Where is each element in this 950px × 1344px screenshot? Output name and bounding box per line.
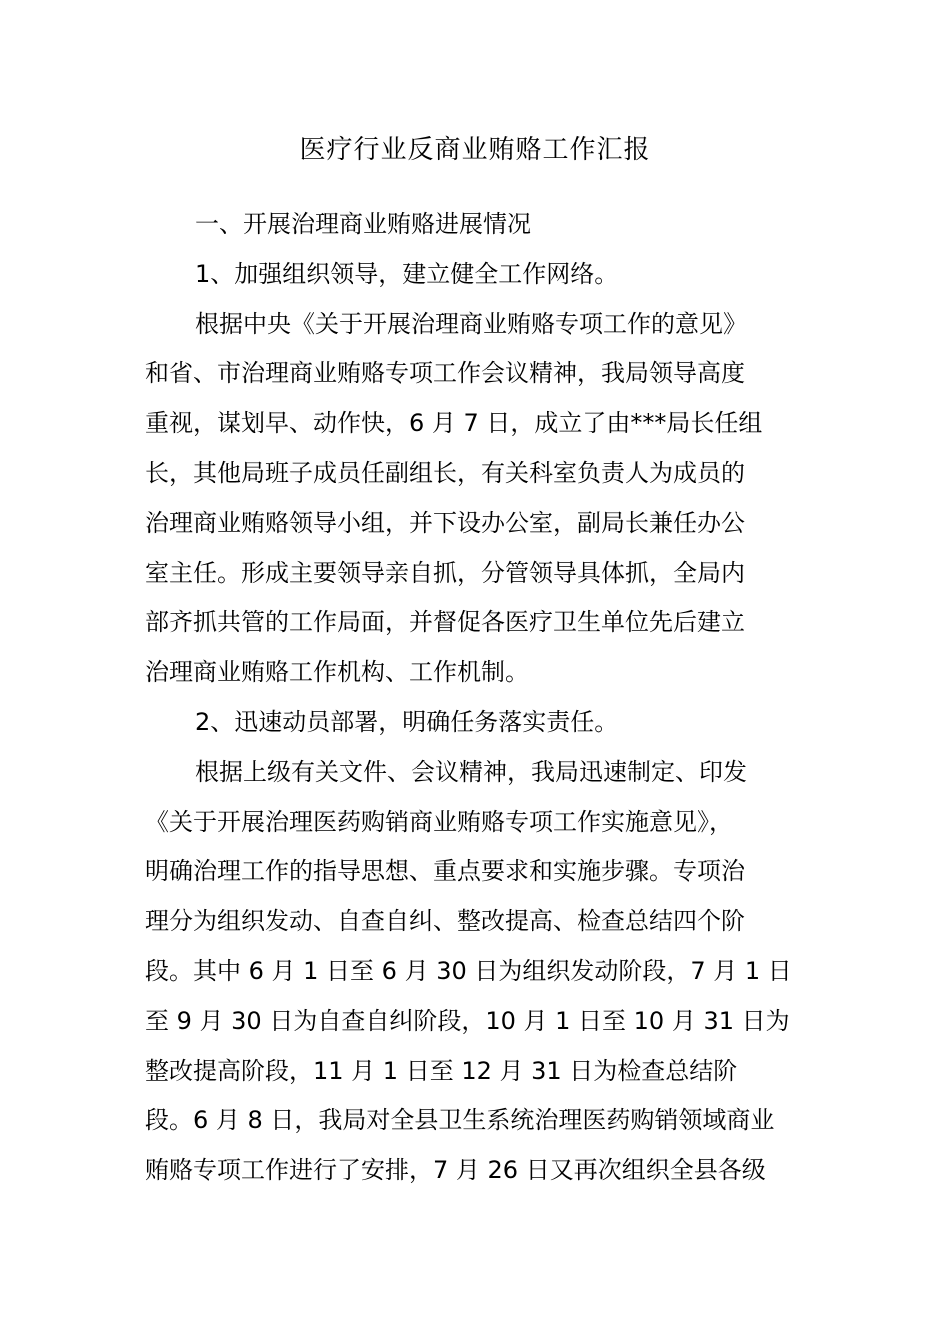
paragraph-line: 段。6 月 8 日，我局对全县卫生系统治理医药购销领域商业 (145, 1106, 775, 1135)
paragraph-first-line: 根据上级有关文件、会议精神，我局迅速制定、印发 (195, 757, 747, 786)
paragraph-line: 治理商业贿赂工作机构、工作机制。 (145, 658, 529, 687)
paragraph-first-line: 一、开展治理商业贿赂进展情况 (195, 210, 531, 238)
paragraph-line: 室主任。形成主要领导亲自抓，分管领导具体抓，全局内 (145, 558, 745, 587)
paragraph-line: 《关于开展治理医药购销商业贿赂专项工作实施意见》， (145, 807, 733, 836)
paragraph-line: 长，其他局班子成员任副组长，有关科室负责人为成员的 (145, 459, 745, 487)
paragraph-line: 部齐抓共管的工作局面，并督促各医疗卫生单位先后建立 (145, 608, 745, 637)
paragraph-first-line: 根据中央《关于开展治理商业贿赂专项工作的意见》 (195, 309, 747, 338)
paragraph-line: 段。其中 6 月 1 日至 6 月 30 日为组织发动阶段，7 月 1 日 (145, 957, 792, 985)
paragraph-first-line: 2、迅速动员部署，明确任务落实责任。 (195, 708, 619, 736)
paragraph-line: 贿赂专项工作进行了安排，7 月 26 日又再次组织全县各级 (145, 1156, 766, 1185)
paragraph-line: 治理商业贿赂领导小组，并下设办公室，副局长兼任办公 (145, 508, 745, 537)
paragraph-line: 理分为组织发动、自查自纠、整改提高、检查总结四个阶 (145, 907, 745, 936)
paragraph-line: 和省、市治理商业贿赂专项工作会议精神，我局领导高度 (145, 359, 745, 388)
paragraph-first-line: 1、加强组织领导，建立健全工作网络。 (195, 259, 619, 288)
paragraph-line: 整改提高阶段，11 月 1 日至 12 月 31 日为检查总结阶 (145, 1056, 738, 1085)
paragraph-line: 明确治理工作的指导思想、重点要求和实施步骤。专项治 (145, 857, 745, 886)
document-title: 医疗行业反商业贿赂工作汇报 (299, 135, 651, 165)
paragraph-line: 至 9 月 30 日为自查自纠阶段，10 月 1 日至 10 月 31 日为 (145, 1006, 790, 1035)
paragraph-line: 重视，谋划早、动作快，6 月 7 日，成立了由***局长任组 (145, 409, 763, 438)
